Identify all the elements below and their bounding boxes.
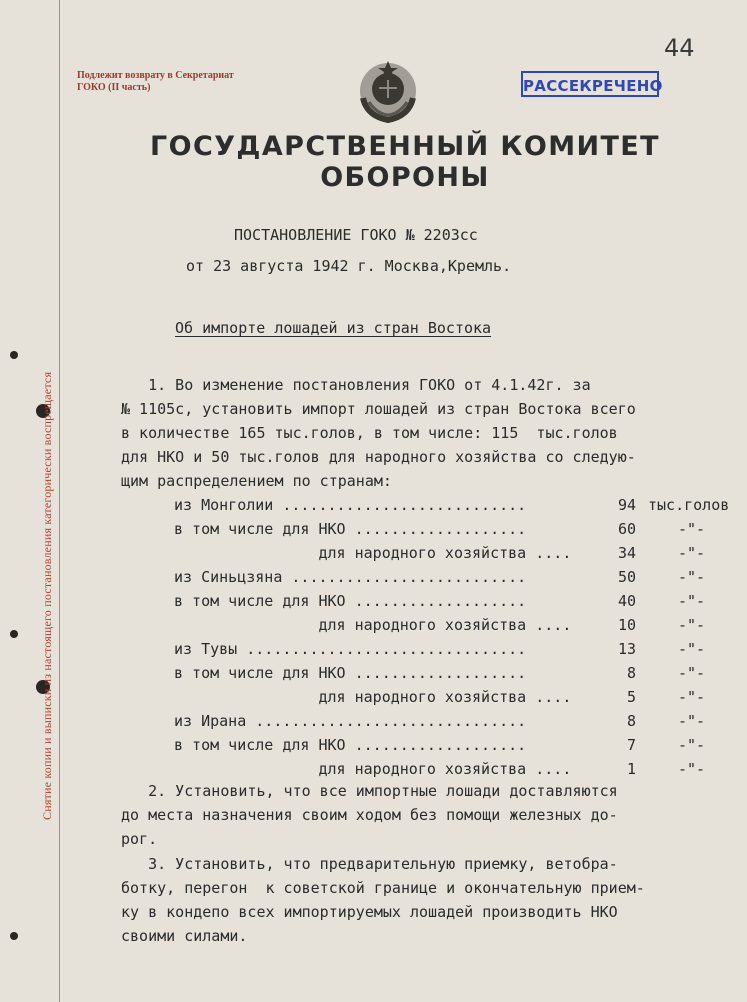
paragraph-line: ботку, перегон к советской границе и окончательную прием- (121, 879, 645, 897)
binding-hole (10, 932, 18, 940)
table-row-unit: -"- (678, 544, 706, 562)
return-note-line: ГОКО (II часть) (77, 82, 151, 93)
table-row-value: 1 (626, 760, 636, 778)
table-row-label: из Тувы ............................... (174, 640, 527, 658)
table-row-value: 40 (617, 592, 636, 610)
table-row-unit: -"- (678, 736, 706, 754)
table-row-label: в том числе для НКО ................... (174, 736, 527, 754)
table-row-value: 34 (617, 544, 636, 562)
state-emblem-icon (355, 58, 421, 124)
table-row-value: 94 (617, 496, 636, 514)
table-row-unit: -"- (678, 664, 706, 682)
table-row-unit: -"- (678, 520, 706, 538)
table-row-label: для народного хозяйства .... (174, 688, 572, 706)
table-row-value: 5 (626, 688, 636, 706)
paragraph-line: до места назначения своим ходом без помощи железных до- (121, 806, 618, 824)
margin-line (59, 0, 60, 1002)
table-row-unit: -"- (678, 640, 706, 658)
table-row-unit: -"- (678, 760, 706, 778)
table-row-value: 10 (617, 616, 636, 634)
table-row-label: из Монголии ........................... (174, 496, 527, 514)
table-row-value: 60 (617, 520, 636, 538)
paragraph-line: ку в кондепо всех импортируемых лошадей производить НКО (121, 903, 618, 921)
table-row-unit: -"- (678, 568, 706, 586)
decree-date: от 23 августа 1942 г. Москва,Кремль. (186, 257, 512, 275)
paragraph-line: 2. Установить, что все импортные лошади доставляются (121, 782, 618, 800)
table-row-label: из Синьцзяна .......................... (174, 568, 527, 586)
table-row-label: для народного хозяйства .... (174, 616, 572, 634)
table-row-unit: -"- (678, 688, 706, 706)
paragraph-line: № 1105с, установить импорт лошадей из стран Востока всего (121, 400, 636, 418)
table-row-label: из Ирана .............................. (174, 712, 527, 730)
paragraph-line: в количестве 165 тыс.голов, в том числе: 115 тыс.голов (121, 424, 618, 442)
table-row-unit: -"- (678, 712, 706, 730)
table-row-unit: -"- (678, 592, 706, 610)
table-row-label: в том числе для НКО ................... (174, 592, 527, 610)
table-row-value: 50 (617, 568, 636, 586)
margin-warning-note: Снятие копии и выписки из настоящего постановления категорически воспрещается (40, 371, 54, 820)
declassified-stamp: РАССЕКРЕЧЕНО (521, 71, 659, 97)
table-row-value: 8 (626, 664, 636, 682)
table-row-value: 7 (626, 736, 636, 754)
table-row-label: для народного хозяйства .... (174, 760, 572, 778)
archive-page-number: 44 (664, 34, 695, 62)
return-note (77, 70, 234, 94)
paragraph-line: для НКО и 50 тыс.голов для народного хозяйства со следую- (121, 448, 636, 466)
paragraph-line: 3. Установить, что предварительную приемку, ветобра- (121, 855, 618, 873)
binding-hole (10, 630, 18, 638)
table-row-unit: -"- (678, 616, 706, 634)
paragraph-line: щим распределением по странам: (121, 472, 392, 490)
table-row-value: 13 (617, 640, 636, 658)
binding-hole (10, 351, 18, 359)
paragraph-line: рог. (121, 830, 158, 848)
table-row-value: 8 (626, 712, 636, 730)
table-row-label: для народного хозяйства .... (174, 544, 572, 562)
table-row-label: в том числе для НКО ................... (174, 520, 527, 538)
paragraph-line: своими силами. (121, 927, 248, 945)
table-row-label: в том числе для НКО ................... (174, 664, 527, 682)
paragraph-line: 1. Во изменение постановления ГОКО от 4.1.42г. за (121, 376, 591, 394)
decree-title: ПОСТАНОВЛЕНИЕ ГОКО № 2203сс (234, 226, 478, 244)
return-note-line: Подлежит возврату в Секретариат (77, 70, 234, 81)
committee-heading: ГОСУДАРСТВЕННЫЙ КОМИТЕТ ОБОРОНЫ (150, 131, 660, 193)
decree-subject: Об импорте лошадей из стран Востока (175, 319, 492, 337)
table-row-unit: тыс.голов (648, 496, 730, 514)
